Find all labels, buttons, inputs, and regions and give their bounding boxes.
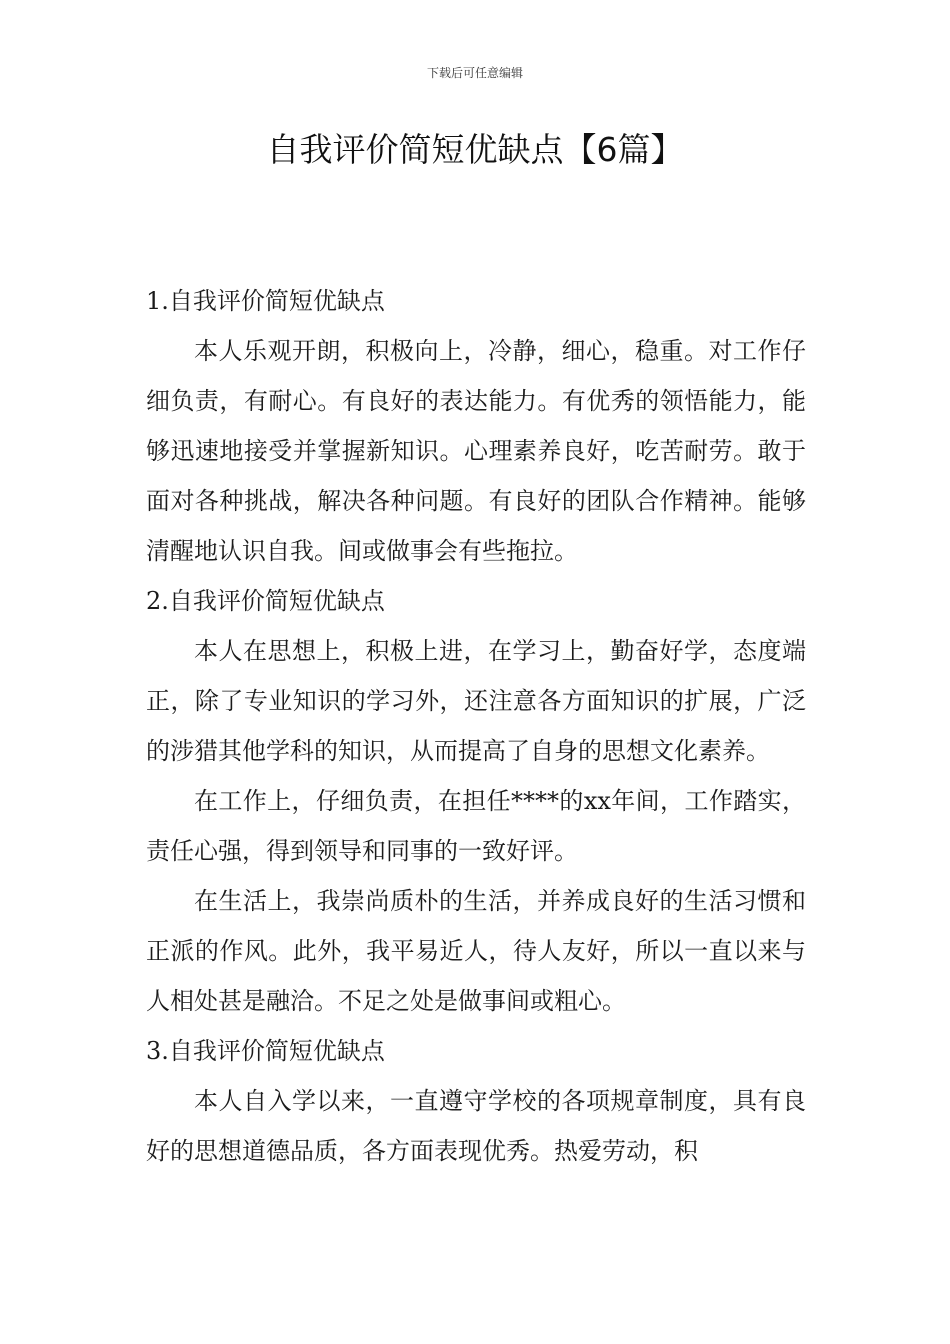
section-heading: 2.自我评价简短优缺点 <box>146 587 385 615</box>
paragraph: 在工作上，仔细负责，在担任****的xx年间，工作踏实，责任心强，得到领导和同事的一致好评。 <box>146 787 806 865</box>
document-title: 自我评价简短优缺点【6篇】 <box>266 130 684 169</box>
paragraph: 本人在思想上，积极上进，在学习上，勤奋好学，态度端正，除了专业知识的学习外，还注意各方面知识的扩展，广泛的涉猎其他学科的知识，从而提高了自身的思想文化素养。 <box>146 637 806 765</box>
document-body <box>146 276 806 1176</box>
section-heading: 3.自我评价简短优缺点 <box>146 1037 385 1065</box>
header-note: 下载后可任意编辑 <box>426 66 523 80</box>
paragraph: 本人乐观开朗，积极向上，冷静，细心，稳重。对工作仔细负责，有耐心。有良好的表达能力。有优秀的领悟能力，能够迅速地接受并掌握新知识。心理素养良好，吃苦耐劳。敢于面对各种挑战，解决各种问题。有良好的团队合作精神。能够清醒地认识自我。间或做事会有些拖拉。 <box>146 337 806 565</box>
paragraph: 在生活上，我崇尚质朴的生活，并养成良好的生活习惯和正派的作风。此外，我平易近人，待人友好，所以一直以来与人相处甚是融洽。不足之处是做事间或粗心。 <box>146 887 806 1015</box>
paragraph: 本人自入学以来，一直遵守学校的各项规章制度，具有良好的思想道德品质，各方面表现优秀。热爱劳动，积 <box>146 1087 806 1165</box>
section <box>146 1026 806 1176</box>
section-heading: 1.自我评价简短优缺点 <box>146 287 385 315</box>
section <box>146 576 806 1026</box>
section <box>146 276 806 576</box>
